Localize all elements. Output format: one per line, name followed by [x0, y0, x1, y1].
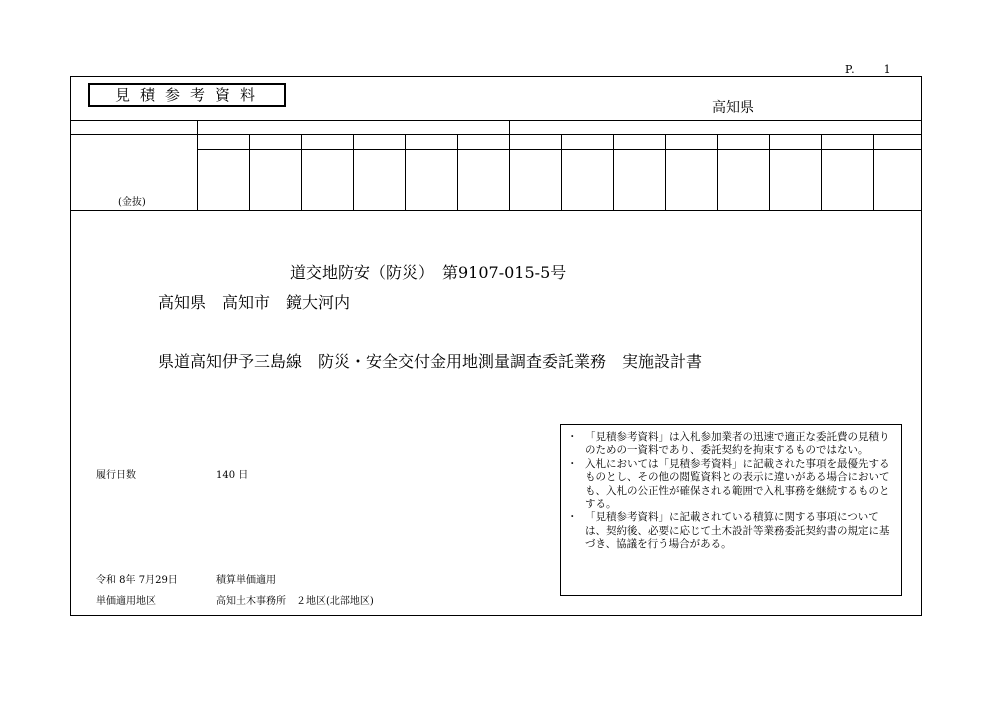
grid-line — [561, 134, 562, 210]
prefecture-name: 高知県 — [712, 100, 754, 116]
grid-line — [353, 134, 354, 210]
grid-line — [301, 134, 302, 210]
project-code: 道交地防安（防災） 第9107-015-5号 — [290, 263, 567, 282]
document-title: 見積参考資料 — [88, 83, 286, 107]
project-location: 高知県 高知市 鏡大河内 — [158, 293, 351, 312]
duration-label: 履行日数 — [96, 470, 136, 481]
grid-line — [509, 120, 510, 210]
project-name: 県道高知伊予三島線 防災・安全交付金用地測量調査委託業務 実施設計書 — [158, 352, 703, 371]
grid-line — [197, 120, 198, 210]
grid-line — [70, 210, 922, 211]
kinbatsu-label: (金抜) — [118, 197, 146, 208]
page-label: P. — [845, 63, 856, 76]
notice-item: ・ 「見積参考資料」に記載されている積算に関する事項については、契約後、必要に応じて土木設計等業務委託契約書の規定に基づき、協議を行う場合がある。 — [567, 511, 893, 551]
region-label: 単価適用地区 — [96, 596, 156, 607]
grid-line — [821, 134, 822, 210]
pricing-basis: 積算単価適用 — [216, 575, 276, 586]
grid-line — [197, 149, 922, 150]
grid-line — [457, 134, 458, 210]
region-value: 高知土木事務所 ２地区(北部地区) — [216, 596, 374, 607]
grid-line — [873, 134, 874, 210]
grid-line — [717, 134, 718, 210]
grid-line — [769, 134, 770, 210]
page-number — [845, 63, 892, 76]
notice-item: ・ 入札においては「見積参考資料」に記載された事項を最優先するものとし、その他の閲覧資料との表示に違いがある場合においても、入札の公正性が確保される範囲で入札事務を継続するものとする。 — [567, 458, 893, 512]
duration-value: 140 日 — [216, 470, 249, 481]
grid-line — [405, 134, 406, 210]
page-number-value: 1 — [883, 63, 892, 76]
notice-box — [560, 424, 902, 596]
grid-line — [613, 134, 614, 210]
grid-line — [249, 134, 250, 210]
pricing-date: 令和 8年 7月29日 — [96, 575, 178, 586]
grid-line — [665, 134, 666, 210]
notice-item: ・ 「見積参考資料」は入札参加業者の迅速で適正な委託費の見積りのための一資料であり、委託契約を拘束するものではない。 — [567, 431, 893, 458]
